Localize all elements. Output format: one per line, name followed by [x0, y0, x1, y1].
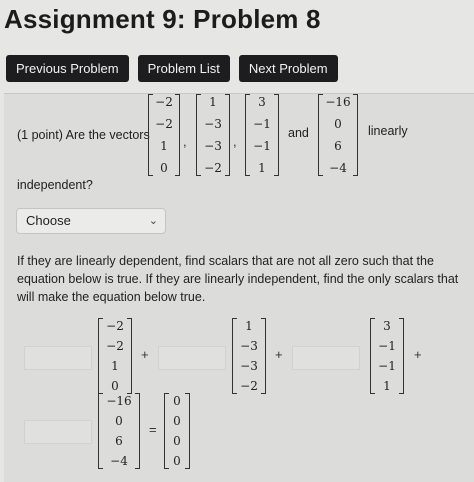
nav-buttons: [6, 55, 338, 82]
eq-vector-4: [98, 393, 140, 469]
v4-entry-3: 6: [334, 139, 342, 153]
eq-vector-3: [370, 318, 404, 394]
plus-1: +: [141, 347, 149, 362]
equals-sign: =: [149, 422, 157, 437]
eq-v1-entry-4: 0: [111, 379, 119, 393]
v4-entry-2: 0: [334, 117, 342, 131]
vector-1: [148, 94, 180, 176]
plus-3: +: [414, 347, 422, 362]
and-label: and: [288, 126, 309, 140]
zero-vector: [164, 393, 190, 469]
eq-v3-entry-3: −1: [378, 359, 396, 373]
eq-v1-entry-3: 1: [111, 359, 119, 373]
eq-v3-entry-1: 3: [383, 319, 391, 333]
next-problem-button[interactable]: Next Problem: [239, 55, 338, 82]
eq-v2-entry-1: 1: [245, 319, 253, 333]
v3-entry-1: 3: [258, 95, 266, 109]
v2-entry-3: −3: [204, 139, 222, 153]
v1-entry-4: 0: [160, 161, 168, 175]
v3-entry-4: 1: [258, 161, 266, 175]
question-suffix: linearly: [368, 124, 408, 138]
eq-vector-2: [232, 318, 266, 394]
scalar-2-input[interactable]: [158, 346, 226, 370]
v2-entry-2: −3: [204, 117, 222, 131]
chevron-down-icon: ⌄: [148, 215, 158, 227]
eq-v3-entry-2: −1: [378, 339, 396, 353]
eq-v4-entry-2: 0: [115, 414, 123, 428]
independence-select[interactable]: [16, 208, 166, 234]
scalar-4-input[interactable]: [24, 420, 92, 444]
question-prefix: (1 point) Are the vectors: [17, 128, 150, 142]
eq-v2-entry-4: −2: [240, 379, 258, 393]
eq-v4-entry-3: 6: [115, 434, 123, 448]
v1-entry-1: −2: [155, 95, 173, 109]
zero-entry-1: 0: [173, 394, 181, 408]
eq-v2-entry-3: −3: [240, 359, 258, 373]
zero-entry-3: 0: [173, 434, 181, 448]
vector-2: [196, 94, 230, 176]
eq-v3-entry-4: 1: [383, 379, 391, 393]
select-value: Choose: [26, 213, 71, 228]
v1-entry-2: −2: [155, 117, 173, 131]
v4-entry-4: −4: [329, 161, 347, 175]
v3-entry-3: −1: [253, 139, 271, 153]
problem-list-button[interactable]: Problem List: [138, 55, 230, 82]
comma-2: ,: [233, 134, 237, 149]
eq-v2-entry-2: −3: [240, 339, 258, 353]
instructions-text: If they are linearly dependent, find scalars that are not all zero such that the equation below is true. If they are linearly independent, find the only scalars that will make the equation below true.: [17, 254, 459, 304]
zero-entry-2: 0: [173, 414, 181, 428]
eq-v1-entry-1: −2: [106, 319, 124, 333]
vector-4: [318, 94, 358, 176]
v4-entry-1: −16: [325, 95, 351, 109]
zero-entry-4: 0: [173, 454, 181, 468]
eq-v1-entry-2: −2: [106, 339, 124, 353]
v1-entry-3: 1: [160, 139, 168, 153]
question-line-2: independent?: [17, 178, 93, 192]
comma-1: ,: [183, 134, 187, 149]
scalar-3-input[interactable]: [292, 346, 360, 370]
eq-vector-1: [98, 318, 132, 394]
page-title: Assignment 9: Problem 8: [4, 4, 321, 34]
vector-3: [245, 94, 279, 176]
plus-2: +: [275, 347, 283, 362]
v2-entry-1: 1: [209, 95, 217, 109]
eq-v4-entry-1: −16: [106, 394, 132, 408]
previous-problem-button[interactable]: Previous Problem: [6, 55, 129, 82]
eq-v4-entry-4: −4: [110, 454, 128, 468]
scalar-1-input[interactable]: [24, 346, 92, 370]
v2-entry-4: −2: [204, 161, 222, 175]
v3-entry-2: −1: [253, 117, 271, 131]
